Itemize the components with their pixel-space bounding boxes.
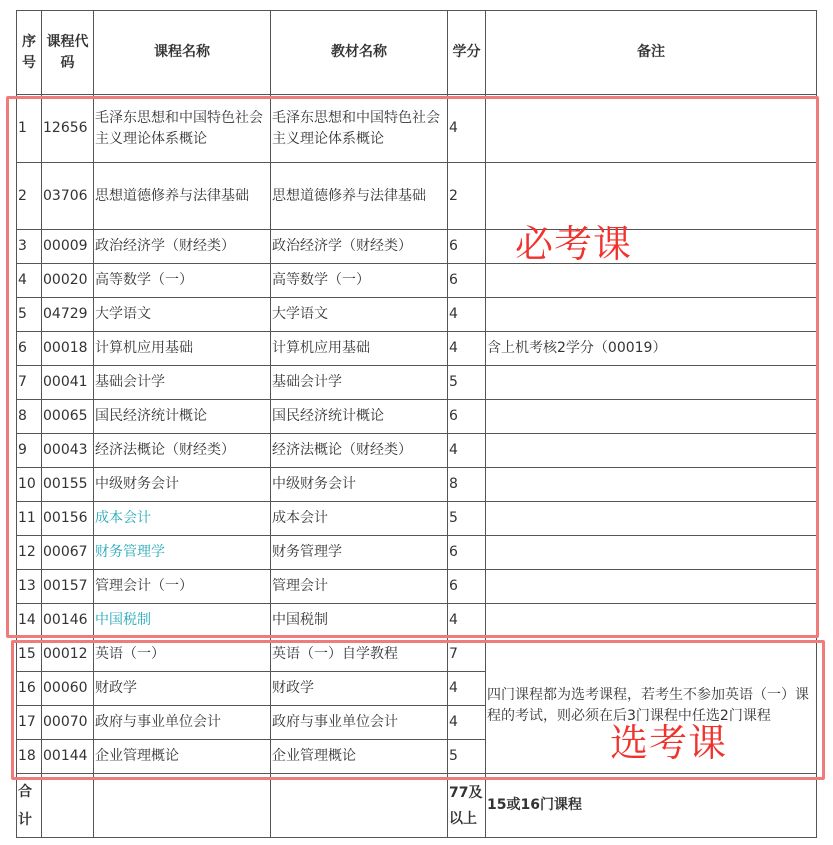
cell-credits: 6 [448,230,486,264]
table-row [17,264,817,298]
table-row [17,536,817,570]
cell-code: 00146 [42,604,94,638]
cell-course: 财政学 [94,672,271,706]
cell-remark [486,468,817,502]
table-row [17,468,817,502]
elective-remark: 四门课程都为选考课程，若考生不参加英语（一）课程的考试，则必须在后3门课程中任选2门课程 [486,638,817,774]
table-row [17,298,817,332]
header-course: 课程名称 [94,11,271,95]
cell-remark [486,502,817,536]
cell-textbook: 政治经济学（财经类） [271,230,448,264]
header-textbook: 教材名称 [271,11,448,95]
cell-code: 12656 [42,95,94,163]
cell-remark [486,95,817,163]
cell-textbook: 中国税制 [271,604,448,638]
cell-credits: 4 [448,672,486,706]
cell-course: 管理会计（一） [94,570,271,604]
cell-credits: 6 [448,570,486,604]
header-remarks: 备注 [486,11,817,95]
cell-credits: 2 [448,163,486,230]
cell-textbook: 财务管理学 [271,536,448,570]
cell-course: 企业管理概论 [94,740,271,774]
cell-course: 经济法概论（财经类） [94,434,271,468]
elective-courses-label: 选考课 [610,721,728,765]
cell-remark [486,400,817,434]
table-row [17,95,817,163]
cell-textbook: 高等数学（一） [271,264,448,298]
cell-credits: 4 [448,95,486,163]
cell-remark [486,604,817,638]
cell-code: 04729 [42,298,94,332]
table-row [17,400,817,434]
cell-credits: 6 [448,400,486,434]
cell-course: 大学语文 [94,298,271,332]
totals-empty [42,774,94,838]
cell-course: 计算机应用基础 [94,332,271,366]
cell-code: 00012 [42,638,94,672]
cell-remark [486,264,817,298]
cell-code: 00155 [42,468,94,502]
cell-code: 00043 [42,434,94,468]
cell-code: 00156 [42,502,94,536]
cell-course: 政治经济学（财经类） [94,230,271,264]
cell-seq: 4 [17,264,42,298]
course-link[interactable]: 财务管理学 [94,536,271,570]
header-row [17,11,817,95]
cell-course: 英语（一） [94,638,271,672]
cell-textbook: 企业管理概论 [271,740,448,774]
totals-row [17,774,817,838]
table-row [17,604,817,638]
cell-seq: 17 [17,706,42,740]
cell-textbook: 中级财务会计 [271,468,448,502]
totals-credits: 77及以上 [448,774,486,838]
cell-seq: 5 [17,298,42,332]
cell-seq: 15 [17,638,42,672]
cell-credits: 5 [448,502,486,536]
cell-credits: 7 [448,638,486,672]
totals-empty [271,774,448,838]
cell-textbook: 计算机应用基础 [271,332,448,366]
cell-remark: 含上机考核2学分（00019） [486,332,817,366]
cell-credits: 4 [448,332,486,366]
cell-seq: 2 [17,163,42,230]
cell-course: 政府与事业单位会计 [94,706,271,740]
cell-seq: 8 [17,400,42,434]
cell-code: 00144 [42,740,94,774]
cell-course: 毛泽东思想和中国特色社会主义理论体系概论 [94,95,271,163]
table-row [17,163,817,230]
cell-code: 03706 [42,163,94,230]
table-row [17,638,817,672]
cell-course: 国民经济统计概论 [94,400,271,434]
header-seq: 序号 [17,11,42,95]
totals-remark: 15或16门课程 [486,774,817,838]
cell-course: 中级财务会计 [94,468,271,502]
cell-course: 高等数学（一） [94,264,271,298]
cell-credits: 4 [448,706,486,740]
cell-code: 00041 [42,366,94,400]
cell-credits: 5 [448,740,486,774]
cell-seq: 10 [17,468,42,502]
cell-seq: 3 [17,230,42,264]
required-courses-label: 必考课 [515,222,633,266]
table-row [17,434,817,468]
cell-seq: 6 [17,332,42,366]
cell-course: 基础会计学 [94,366,271,400]
cell-seq: 1 [17,95,42,163]
table-row [17,230,817,264]
cell-code: 00060 [42,672,94,706]
course-link[interactable]: 中国税制 [94,604,271,638]
cell-textbook: 财政学 [271,672,448,706]
cell-remark [486,570,817,604]
table-row [17,332,817,366]
cell-code: 00065 [42,400,94,434]
table-row [17,570,817,604]
totals-empty [94,774,271,838]
cell-textbook: 政府与事业单位会计 [271,706,448,740]
course-link[interactable]: 成本会计 [94,502,271,536]
cell-remark [486,366,817,400]
table-row [17,502,817,536]
cell-code: 00020 [42,264,94,298]
cell-seq: 9 [17,434,42,468]
cell-code: 00009 [42,230,94,264]
cell-textbook: 国民经济统计概论 [271,400,448,434]
cell-textbook: 毛泽东思想和中国特色社会主义理论体系概论 [271,95,448,163]
cell-credits: 6 [448,264,486,298]
cell-credits: 5 [448,366,486,400]
cell-seq: 14 [17,604,42,638]
cell-textbook: 基础会计学 [271,366,448,400]
cell-code: 00018 [42,332,94,366]
cell-textbook: 英语（一）自学教程 [271,638,448,672]
cell-seq: 11 [17,502,42,536]
header-code: 课程代码 [42,11,94,95]
cell-remark [486,434,817,468]
cell-code: 00070 [42,706,94,740]
cell-seq: 16 [17,672,42,706]
cell-course: 思想道德修养与法律基础 [94,163,271,230]
cell-code: 00157 [42,570,94,604]
cell-credits: 4 [448,604,486,638]
cell-credits: 4 [448,434,486,468]
cell-credits: 4 [448,298,486,332]
cell-remark [486,298,817,332]
cell-seq: 18 [17,740,42,774]
cell-textbook: 大学语文 [271,298,448,332]
cell-seq: 12 [17,536,42,570]
totals-label: 合计 [17,774,42,838]
cell-remark [486,536,817,570]
cell-textbook: 经济法概论（财经类） [271,434,448,468]
cell-textbook: 管理会计 [271,570,448,604]
cell-credits: 6 [448,536,486,570]
cell-code: 00067 [42,536,94,570]
cell-seq: 13 [17,570,42,604]
cell-textbook: 成本会计 [271,502,448,536]
table-row [17,366,817,400]
cell-textbook: 思想道德修养与法律基础 [271,163,448,230]
cell-credits: 8 [448,468,486,502]
header-credits: 学分 [448,11,486,95]
cell-seq: 7 [17,366,42,400]
